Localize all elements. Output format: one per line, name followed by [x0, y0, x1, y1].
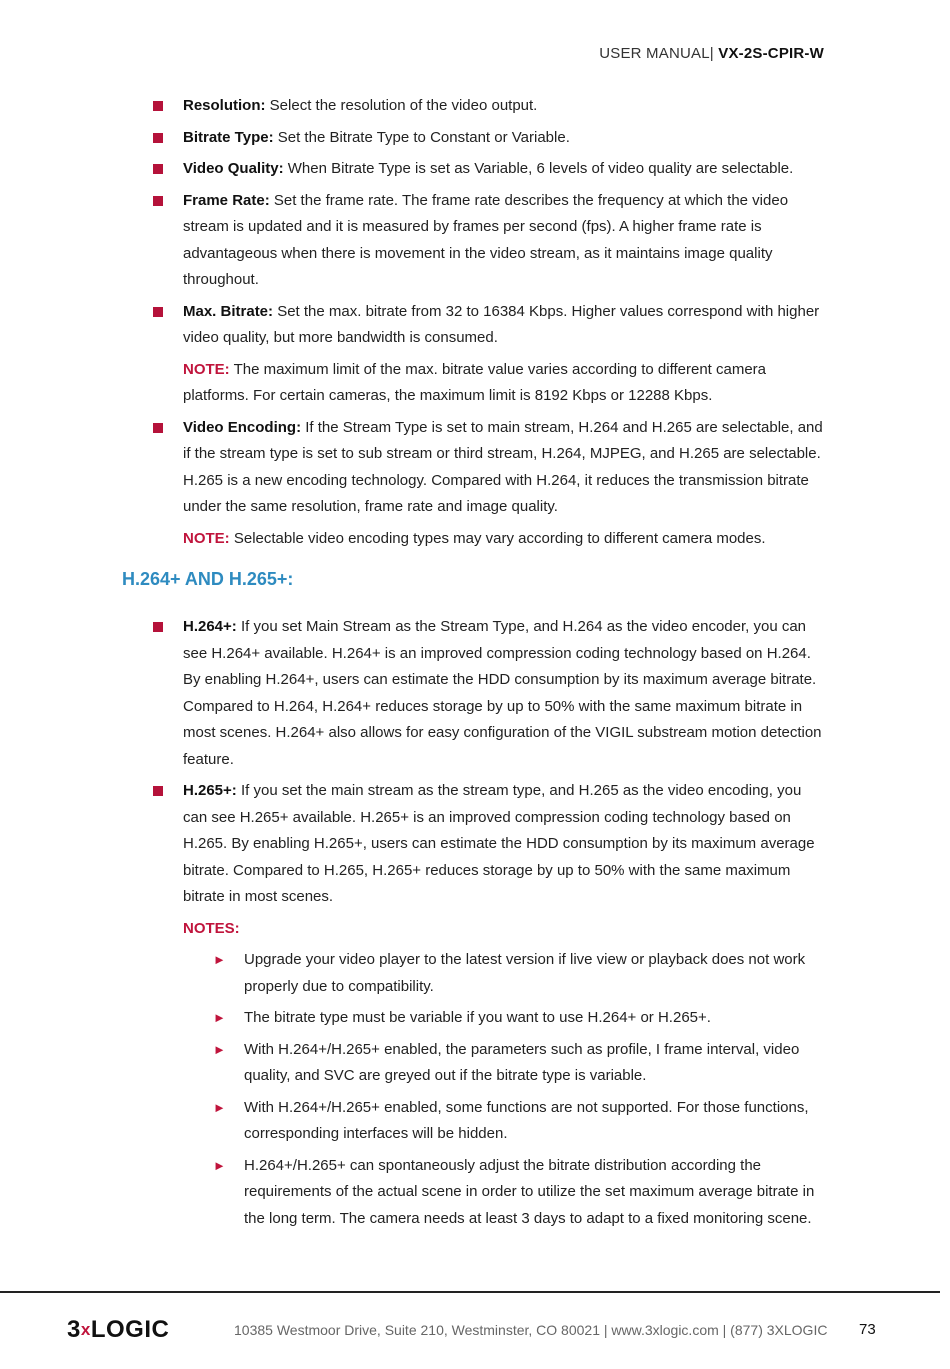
list-item-max-bitrate	[0, 299, 950, 352]
logo-x: x	[80, 1320, 91, 1339]
term: Video Encoding:	[183, 418, 302, 436]
description: If the Stream Type is set to main stream, H.264 and H.265 are selectable, and if the stream type is set to sub stream or third stream, H.264, MJPEG, and H.265 are selectable. H.265 is a new encoding technology. Compared with H.264, it reduces the transmission bitrate under the same resolution, frame rate and image quality.	[183, 418, 823, 515]
sub-note-text: The bitrate type must be variable if you want to use H.264+ or H.265+.	[244, 1009, 711, 1026]
description: When Bitrate Type is set as Variable, 6 levels of video quality are selectable.	[287, 160, 794, 177]
list-item-video-encoding	[0, 415, 950, 521]
running-header	[599, 45, 824, 62]
list-item-h264plus	[0, 614, 950, 773]
note-text: Selectable video encoding types may vary according to different camera modes.	[233, 529, 766, 547]
page-number: 73	[859, 1321, 876, 1338]
note-max-bitrate	[0, 357, 950, 410]
description: If you set Main Stream as the Stream Type, and H.264 as the video encoder, you can see H.264+ available. H.264+ is an improved compression coding technology based on H.264. By enabling H.264+, users can estimate the HDD consumption by its maximum average bitrate. Compared to H.264, H.264+ reduces storage by up to 50% with the same maximum bitrate in most scenes. H.264+ also allows for easy configuration of the VIGIL substream motion detection feature.	[183, 618, 822, 768]
description: Set the Bitrate Type to Constant or Variable.	[277, 128, 570, 146]
term: Bitrate Type:	[183, 128, 274, 146]
note-text: The maximum limit of the max. bitrate value varies according to different camera platforms. For certain cameras, the maximum limit is 8192 Kbps or 12288 Kbps.	[183, 360, 767, 404]
sub-note-item	[0, 1037, 950, 1090]
square-bullet-icon	[153, 164, 163, 174]
logo-part: 3	[67, 1316, 81, 1343]
triangle-right-icon: ►	[213, 952, 226, 967]
description: If you set the main stream as the stream type, and H.265 as the video encoding, you can see H.265+ available. H.265+ is an improved compression coding technology based on H.265. By enabling H.265+, users can estimate the HDD consumption by its maximum average bitrate. Compared to H.265, H.265+ reduces storage by up to 50% with the same maximum bitrate in most scenes.	[183, 782, 815, 905]
triangle-right-icon: ►	[213, 1010, 226, 1025]
page-content	[0, 93, 950, 1237]
header-prefix: USER MANUAL|	[599, 45, 714, 62]
list-item-bitrate-type	[0, 125, 950, 152]
triangle-right-icon: ►	[213, 1157, 226, 1173]
note-label: NOTE:	[183, 360, 230, 378]
footer-address: 10385 Westmoor Drive, Suite 210, Westminster, CO 80021 | www.3xlogic.com | (877) 3XLOGIC	[234, 1322, 828, 1338]
notes-heading	[0, 916, 950, 943]
square-bullet-icon	[153, 307, 163, 317]
footer-divider	[0, 1291, 940, 1293]
description: Set the frame rate. The frame rate describes the frequency at which the video stream is updated and it is measured by frames per second (fps). A higher frame rate is advantageous when there is movement in the video stream, as it maintains image quality throughout.	[183, 191, 789, 288]
square-bullet-icon	[153, 622, 163, 632]
section-heading: H.264+ AND H.265+:	[122, 569, 294, 589]
square-bullet-icon	[153, 101, 163, 111]
sub-note-item	[0, 1005, 950, 1032]
sub-note-item	[0, 947, 950, 1000]
description: Set the max. bitrate from 32 to 16384 Kbps. Higher values correspond with higher video quality, but more bandwidth is consumed.	[183, 302, 820, 346]
term: Video Quality:	[183, 160, 284, 177]
sub-note-text: With H.264+/H.265+ enabled, the parameters such as profile, I frame interval, video quality, and SVC are greyed out if the bitrate type is variable.	[244, 1040, 800, 1084]
square-bullet-icon	[153, 196, 163, 206]
list-item-video-quality	[0, 156, 950, 183]
term: Resolution:	[183, 97, 266, 114]
square-bullet-icon	[153, 133, 163, 143]
header-model: VX-2S-CPIR-W	[718, 45, 824, 62]
notes-label: NOTES:	[183, 919, 240, 937]
note-label: NOTE:	[183, 529, 230, 547]
term: Frame Rate:	[183, 191, 270, 209]
description: Select the resolution of the video output.	[269, 97, 538, 114]
term: Max. Bitrate:	[183, 302, 274, 320]
list-item-frame-rate	[0, 188, 950, 294]
term: H.265+:	[183, 782, 237, 799]
sub-note-text: Upgrade your video player to the latest version if live view or playback does not work properly due to compatibility.	[244, 951, 806, 995]
sub-note-text: H.264+/H.265+ can spontaneously adjust the bitrate distribution according the requirements of the actual scene in order to utilize the set maximum average bitrate in the long term. The camera needs at least 3 days to adapt to a fixed monitoring scene.	[244, 1156, 815, 1227]
square-bullet-icon	[153, 786, 163, 796]
company-logo	[67, 1316, 169, 1344]
term: H.264+:	[183, 618, 237, 635]
sub-note-item	[0, 1095, 950, 1148]
list-item-resolution	[0, 93, 950, 120]
sub-note-text: With H.264+/H.265+ enabled, some functions are not supported. For those functions, corresponding interfaces will be hidden.	[244, 1098, 809, 1142]
triangle-right-icon: ►	[213, 1041, 226, 1057]
logo-part: LOGIC	[90, 1316, 170, 1343]
note-video-encoding	[0, 526, 950, 553]
sub-note-item	[0, 1153, 950, 1233]
triangle-right-icon: ►	[213, 1099, 226, 1115]
list-item-h265plus	[0, 778, 950, 911]
square-bullet-icon	[153, 423, 163, 433]
